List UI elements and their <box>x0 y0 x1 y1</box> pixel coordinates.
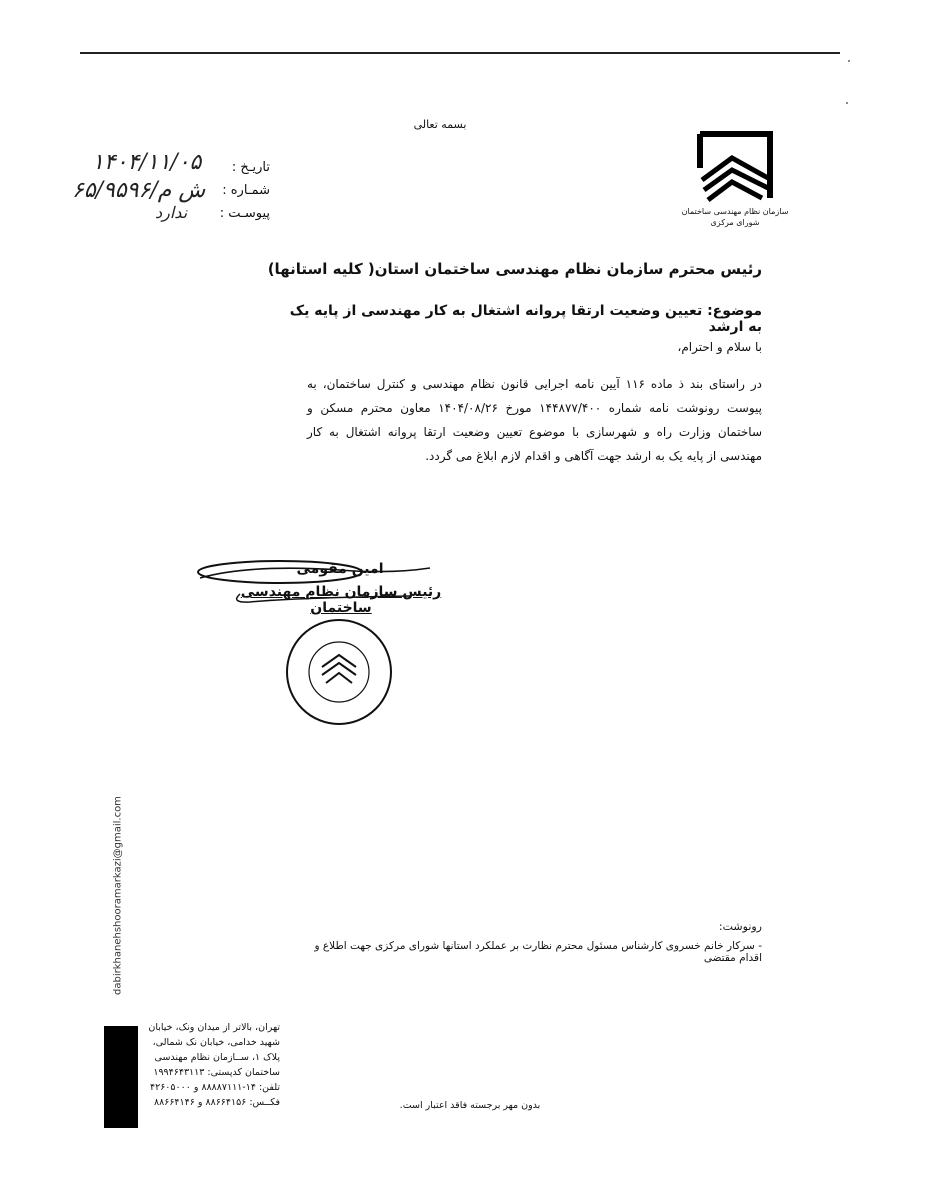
basmala: بسمه تعالی <box>413 118 467 131</box>
attachment-value: ندارد <box>155 203 188 222</box>
date-value: ۱۴۰۴/۱۱/۰۵ <box>92 150 202 175</box>
attachment-label: پیوسـت : <box>219 206 270 221</box>
greeting: با سلام و احترام، <box>677 340 762 354</box>
top-rule <box>80 52 840 54</box>
letter-body: در راستای بند ذ ماده ۱۱۶ آیین نامه اجرایی قانون نظام مهندسی و کنترل ساختمان، به پیوست رونوشت نامه شماره ۱۴۴۸۷۷/۴۰۰ مورخ ۱۴۰۴/۰۸/۲۶ معاون محترم مسکن و ساختمان وزارت راه و شهرسازی با موضوع تعیین وضعیت ارتقا پروانه اشتغال به کار مهندسی از پایه یک به ارشد جهت آگاهی و اقدام لازم ابلاغ می گردد. <box>307 377 763 463</box>
address-line: ساختمان کدپستی: ۱۹۹۴۶۴۳۱۱۳ <box>153 1067 280 1078</box>
address-line: شهید خدامی، خیابان نک شمالی، <box>152 1037 280 1048</box>
black-bar <box>104 1026 138 1128</box>
scan-speck <box>846 102 848 104</box>
official-seal <box>284 617 394 727</box>
cc-label: رونوشت: <box>718 920 762 933</box>
footer-address <box>150 1020 280 1110</box>
cc-recipient: - سرکار خانم خسروی کارشناس مسئول محترم نظارت بر عملکرد استانها شورای مرکزی جهت اطلاع و اقدام مقتضی <box>314 940 762 964</box>
signatory-title: رئیس سازمان نظام مهندسی ساختمان <box>240 584 442 616</box>
scan-speck <box>848 60 850 62</box>
subject-line: موضوع: تعیین وضعیت ارتقا پروانه اشتغال به کار مهندسی از پایه یک به ارشد <box>289 303 762 335</box>
address-line: تهران، بالاتر از میدان ونک، خیابان <box>148 1022 280 1033</box>
logo-council-name: شورای مرکزی <box>710 218 760 227</box>
address-line: تلفن: ۱۴-۸۸۸۸۷۱۱۱ و ۴۲۶۰۵۰۰۰ <box>150 1082 280 1093</box>
number-value: ۶۵/۹۵۹۶/ش م <box>72 178 206 203</box>
address-line: پلاک ۱، ســازمان نظام مهندسی <box>154 1052 280 1063</box>
date-label: تاریـخ : <box>231 160 270 175</box>
address-line: فکــس: ۸۸۶۶۴۱۵۶ و ۸۸۶۶۴۱۴۶ <box>154 1097 280 1108</box>
addressee: رئیس محترم سازمان نظام مهندسی ساختمان استان( کلیه استانها) <box>267 260 762 278</box>
validity-note: بدون مهر برجسته فاقد اعتبار است. <box>399 1100 541 1111</box>
email-text: dabirkhanehshooramarkazi@gmail.com <box>112 796 124 995</box>
email-address <box>108 796 132 1000</box>
signatory-name: امین مقومی <box>296 561 384 577</box>
number-label: شمـاره : <box>222 183 270 198</box>
logo-org-name: سازمان نظام مهندسی ساختمان <box>681 207 789 216</box>
